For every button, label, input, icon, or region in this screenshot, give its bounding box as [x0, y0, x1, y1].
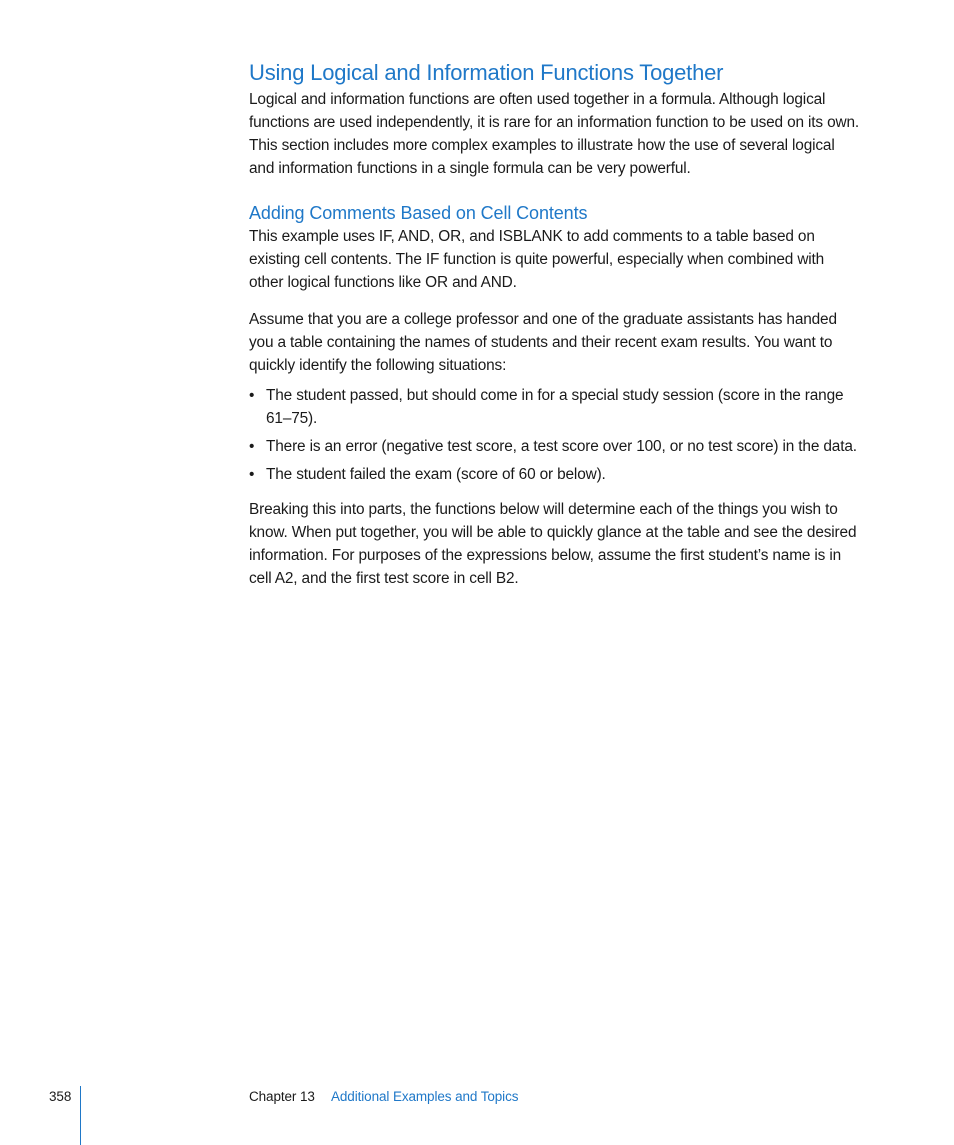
footer-chapter-label: Chapter 13 — [249, 1089, 315, 1104]
footer-divider — [80, 1086, 81, 1145]
list-item — [249, 384, 861, 430]
list-item — [249, 463, 861, 486]
bullet-icon: • — [249, 466, 255, 483]
bullet-icon: • — [249, 387, 255, 404]
list-item — [249, 435, 861, 458]
section-intro-paragraph: Logical and information functions are often used together in a formula. Although logical functions are used independently, it is rare for an information function to be used on its own. This section includes more complex examples to illustrate how the use of several logical and information functions in a single formula can be very powerful. — [249, 91, 860, 177]
page-number: 358 — [49, 1089, 72, 1104]
situations-list — [249, 384, 861, 486]
list-item-text: The student passed, but should come in for a special study session (score in the range 61–75). — [266, 387, 844, 427]
footer-chapter-title-link[interactable]: Additional Examples and Topics — [331, 1089, 519, 1104]
bullet-icon: • — [249, 438, 255, 455]
list-item-text: There is an error (negative test score, a test score over 100, or no test score) in the data. — [266, 438, 857, 455]
page-content — [249, 58, 861, 590]
subsection-title: Adding Comments Based on Cell Contents — [249, 203, 588, 223]
section-title: Using Logical and Information Functions Together — [249, 60, 724, 85]
list-item-text: The student failed the exam (score of 60 or below). — [266, 466, 606, 483]
subsection-paragraph-1: This example uses IF, AND, OR, and ISBLANK to add comments to a table based on existing cell contents. The IF function is quite powerful, especially when combined with other logical functions like OR and AND. — [249, 228, 825, 291]
subsection-paragraph-2: Assume that you are a college professor and one of the graduate assistants has handed you a table containing the names of students and their recent exam results. You want to quickly identify the following situations: — [249, 311, 837, 374]
closing-paragraph: Breaking this into parts, the functions below will determine each of the things you wish to know. When put together, you will be able to quickly glance at the table and see the desired information. For purposes of the expressions below, assume the first student’s name is in cell A2, and the first test score in cell B2. — [249, 501, 857, 587]
